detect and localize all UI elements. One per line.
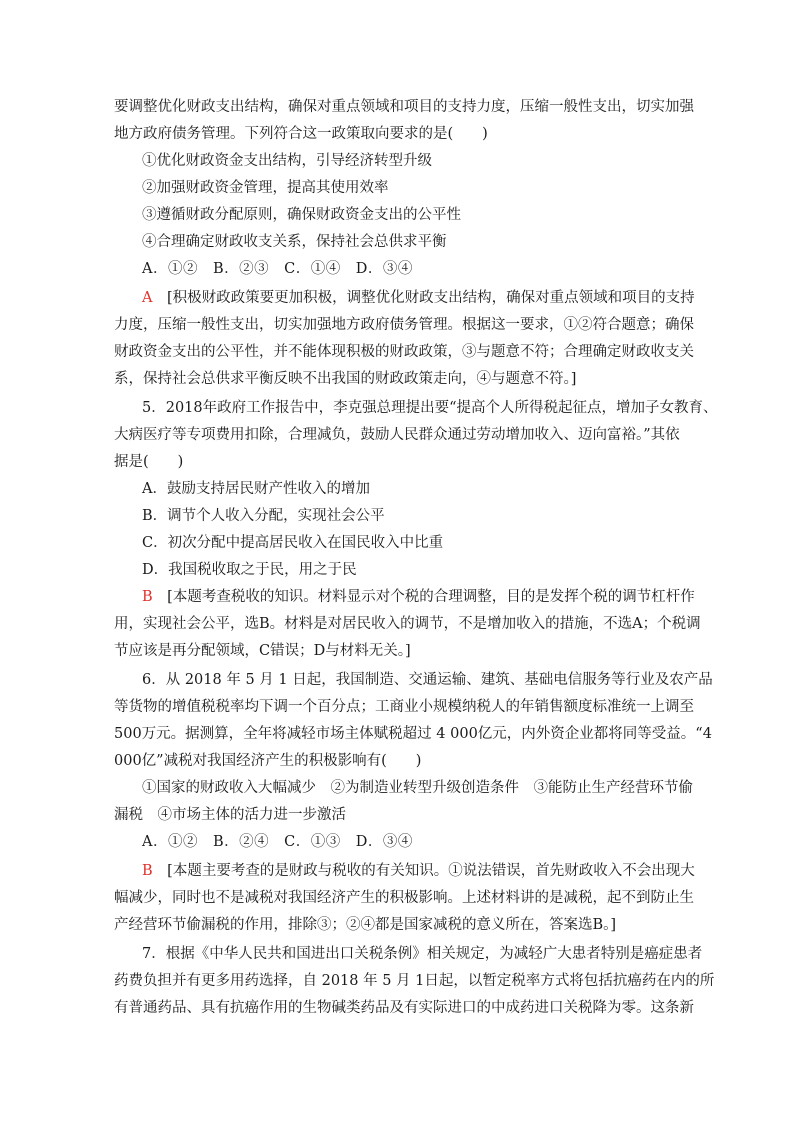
text-line bbox=[114, 342, 694, 362]
text-line bbox=[114, 971, 714, 991]
line-text: ③遵循财政分配原则，确保财政资金支出的公平性 bbox=[142, 207, 461, 223]
answer-letter: A bbox=[142, 290, 153, 306]
answer-line bbox=[142, 861, 695, 881]
text-line bbox=[142, 178, 389, 198]
text-line bbox=[114, 697, 694, 717]
line-text: 要调整优化财政支出结构，确保对重点领域和项目的支持力度，压缩一般性支出，切实加强 bbox=[114, 99, 694, 115]
line-text: C．初次分配中提高居民收入在国民收入中比重 bbox=[142, 535, 444, 551]
text-line bbox=[114, 751, 421, 771]
line-text: 药费负担并有更多用药选择，自 2018 年 5 月 1日起，以暂定税率方式将包括抗癌药在内的所 bbox=[114, 973, 715, 989]
line-text: 财政资金支出的公平性，并不能体现积极的财政政策，③与题意不符；合理确定财政收支关 bbox=[114, 344, 694, 360]
text-line bbox=[114, 641, 411, 661]
line-text: 地方政府债务管理。下列符合这一政策取向要求的是( ) bbox=[114, 126, 488, 142]
text-line bbox=[142, 205, 461, 225]
text-line bbox=[114, 915, 616, 935]
line-text: 000亿”减税对我国经济产生的积极影响有( ) bbox=[114, 753, 422, 769]
line-text: A．①② B．②③ C．①④ D．③④ bbox=[142, 261, 413, 277]
text-line bbox=[114, 998, 694, 1018]
line-text: 大病医疗等专项费用扣除，合理减负，鼓励人民群众通过劳动增加收入、迈向富裕。”其依 bbox=[114, 427, 680, 443]
text-line bbox=[114, 888, 694, 908]
line-text: A．①② B．②④ C．①③ D．③④ bbox=[142, 834, 413, 850]
text-line bbox=[114, 97, 694, 117]
text-line bbox=[142, 832, 413, 852]
answer-line bbox=[142, 587, 695, 607]
text-line bbox=[142, 479, 370, 499]
text-line bbox=[142, 778, 693, 798]
text-line bbox=[114, 805, 346, 825]
line-text: ④合理确定财政收支关系，保持社会总供求平衡 bbox=[142, 234, 447, 250]
text-line bbox=[142, 533, 443, 553]
text-line bbox=[114, 124, 488, 144]
line-text: 5．2018年政府工作报告中，李克强总理提出要“提高个人所得税起征点，增加子女教育、 bbox=[142, 400, 718, 416]
line-text: B．调节个人收入分配，实现社会公平 bbox=[142, 508, 385, 524]
line-text: 系，保持社会总供求平衡反映不出我国的财政政策走向，④与题意不符。] bbox=[114, 371, 577, 387]
line-text: 等货物的增值税税率均下调一个百分点；工商业小规模纳税人的年销售额度标准统一上调至 bbox=[114, 699, 694, 715]
text-line bbox=[142, 560, 357, 580]
answer-letter: B bbox=[142, 863, 153, 879]
line-text: 6．从 2018 年 5 月 1 日起，我国制造、交通运输、建筑、基础电信服务等行业及农产品 bbox=[142, 672, 713, 688]
line-text: 幅减少，同时也不是减税对我国经济产生的积极影响。上述材料讲的是减税，起不到防止生 bbox=[114, 890, 694, 906]
line-text: [积极财政政策要更加积极，调整优化财政支出结构，确保对重点领域和项目的支持 bbox=[152, 290, 695, 306]
text-line bbox=[114, 452, 183, 472]
text-line bbox=[142, 944, 702, 964]
text-line bbox=[114, 369, 576, 389]
line-text: 7．根据《中华人民共和国进出口关税条例》相关规定，为减轻广大患者特别是癌症患者 bbox=[142, 946, 703, 962]
text-line bbox=[142, 670, 713, 690]
answer-line bbox=[142, 288, 695, 308]
line-text: ②加强财政资金管理，提高其使用效率 bbox=[142, 180, 389, 196]
line-text: 500万元。据测算，全年将减轻市场主体赋税超过 4 000亿元，内外资企业都将同等受益。“4 bbox=[114, 726, 712, 742]
line-text: ①优化财政资金支出结构，引导经济转型升级 bbox=[142, 153, 432, 169]
line-text: 力度，压缩一般性支出，切实加强地方政府债务管理。根据这一要求，①②符合题意；确保 bbox=[114, 317, 694, 333]
text-line bbox=[114, 724, 712, 744]
text-line bbox=[142, 506, 385, 526]
text-line bbox=[142, 259, 413, 279]
line-text: A．鼓励支持居民财产性收入的增加 bbox=[142, 481, 370, 497]
line-text: ①国家的财政收入大幅减少 ②为制造业转型升级创造条件 ③能防止生产经营环节偷 bbox=[142, 780, 693, 796]
line-text: D．我国税收取之于民，用之于民 bbox=[142, 562, 357, 578]
text-line bbox=[142, 398, 718, 418]
answer-letter: B bbox=[142, 589, 153, 605]
line-text: 产经营环节偷漏税的作用，排除③；②④都是国家减税的意义所在，答案选B。] bbox=[114, 917, 617, 933]
text-line bbox=[142, 151, 432, 171]
line-text: 节应该是再分配领域，C错误；D与材料无关。] bbox=[114, 643, 411, 659]
text-line bbox=[114, 425, 680, 445]
line-text: 据是( ) bbox=[114, 454, 184, 470]
text-line bbox=[114, 315, 694, 335]
line-text: [本题主要考查的是财政与税收的有关知识。①说法错误，首先财政收入不会出现大 bbox=[152, 863, 695, 879]
line-text: [本题考查税收的知识。材料显示对个税的合理调整，目的是发挥个税的调节杠杆作 bbox=[152, 589, 695, 605]
line-text: 有普通药品、具有抗癌作用的生物碱类药品及有实际进口的中成药进口关税降为零。这条新 bbox=[114, 1000, 694, 1016]
line-text: 漏税 ④市场主体的活力进一步激活 bbox=[114, 807, 346, 823]
text-line bbox=[114, 614, 701, 634]
line-text: 用，实现社会公平，选B。材料是对居民收入的调节，不是增加收入的措施，不选A；个税调 bbox=[114, 616, 701, 632]
text-line bbox=[142, 232, 447, 252]
